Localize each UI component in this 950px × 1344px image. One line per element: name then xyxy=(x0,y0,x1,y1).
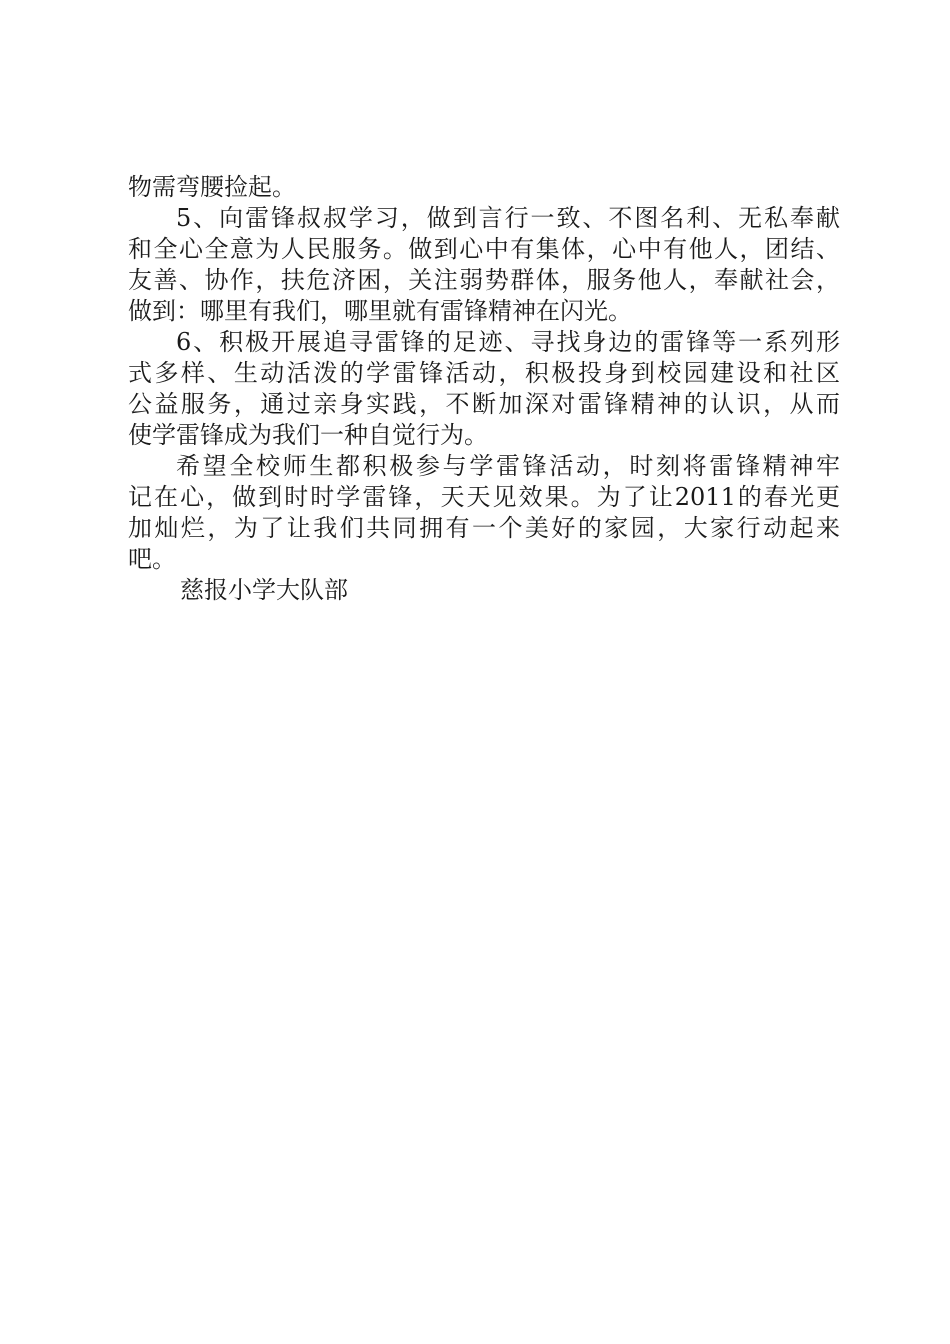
text-line: 式多样、生动活泼的学雷锋活动，积极投身到校园建设和社区 xyxy=(128,359,840,387)
list-item-6-start: 6、积极开展追寻雷锋的足迹、寻找身边的雷锋等一系列形 xyxy=(176,328,840,356)
signature: 慈报小学大队部 xyxy=(180,576,348,604)
text-line: 友善、协作，扶危济困，关注弱势群体，服务他人，奉献社会， xyxy=(128,266,840,294)
list-item-5-start: 5、向雷锋叔叔学习，做到言行一致、不图名利、无私奉献 xyxy=(176,204,840,232)
text-line: 公益服务，通过亲身实践，不断加深对雷锋精神的认识，从而 xyxy=(128,390,840,418)
text-line: 记在心，做到时时学雷锋，天天见效果。为了让2011的春光更 xyxy=(128,483,840,511)
text-line: 加灿烂，为了让我们共同拥有一个美好的家园，大家行动起来 xyxy=(128,514,840,542)
text-line: 物需弯腰捡起。 xyxy=(128,173,296,201)
closing-paragraph-start: 希望全校师生都积极参与学雷锋活动，时刻将雷锋精神牢 xyxy=(176,452,840,480)
text-line: 使学雷锋成为我们一种自觉行为。 xyxy=(128,421,488,449)
document-body xyxy=(128,172,840,606)
text-line: 做到：哪里有我们，哪里就有雷锋精神在闪光。 xyxy=(128,297,632,325)
text-line: 和全心全意为人民服务。做到心中有集体，心中有他人，团结、 xyxy=(128,235,840,263)
text-line: 吧。 xyxy=(128,545,176,573)
